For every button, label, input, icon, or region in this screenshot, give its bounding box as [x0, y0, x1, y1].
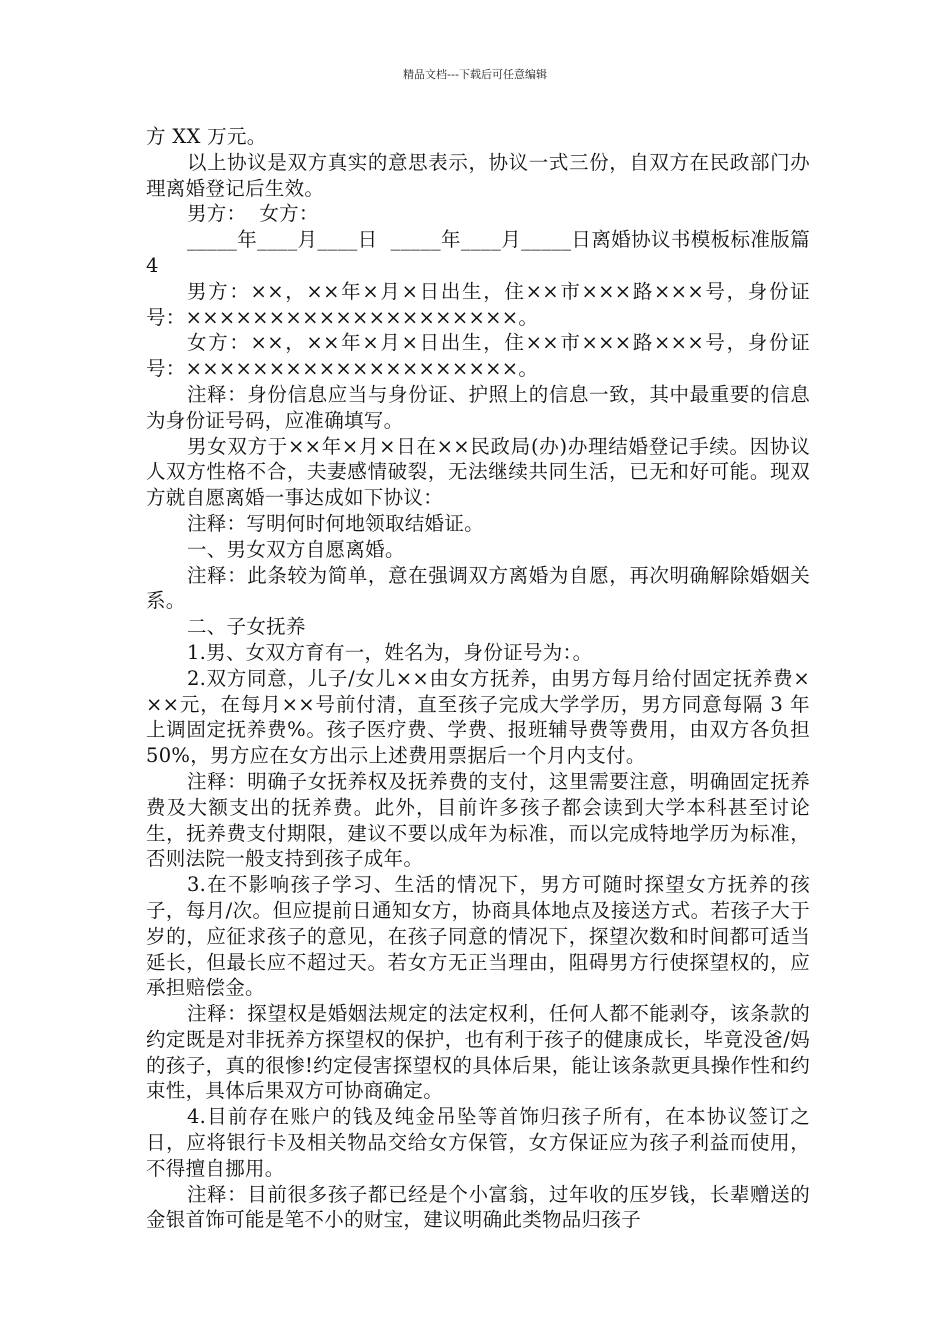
paragraph: 注释：探望权是婚姻法规定的法定权利，任何人都不能剥夺，该条款的约定既是对非抚养方探望权的保护，也有利于孩子的健康成长，毕竟没爸/妈的孩子，真的很惨!约定侵害探望权的具体后果，能让该条款更具操作性和约束性，具体后果双方可协商确定。: [146, 1002, 810, 1103]
paragraph: 女方：××，××年×月×日出生，住××市×××路×××号，身份证号：××××××××××××××××××××。: [146, 331, 810, 381]
paragraph: 方 XX 万元。: [146, 125, 267, 148]
paragraph: 一、男女双方自愿离婚。: [186, 537, 405, 561]
paragraph: 1.男、女双方育有一，姓名为，身份证号为：。: [186, 640, 593, 664]
document-body: [146, 124, 817, 1233]
paragraph: 注释：明确子女抚养权及抚养费的支付，这里需要注意，明确固定抚养费及大额支出的抚养费。此外，目前许多孩子都会读到大学本科甚至讨论生，抚养费支付期限，建议不要以成年为标准，而以完成特地学历为标准，否则法院一般支持到孩子成年。: [146, 769, 810, 871]
paragraph: 3.在不影响孩子学习、生活的情况下，男方可随时探望女方抚养的孩子，每月/次。但应提前日通知女方，协商具体地点及接送方式。若孩子大于岁的，应征求孩子的意见，在孩子同意的情况下，探望次数和时间都可适当延长，但最长应不超过天。若女方无正当理由，阻碍男方行使探望权的，应承担赔偿金。: [146, 873, 810, 1000]
paragraph: 4.目前存在账户的钱及纯金吊坠等首饰归孩子所有，在本协议签订之日，应将银行卡及相关物品交给女方保管，女方保证应为孩子利益而使用，不得擅自挪用。: [146, 1105, 810, 1180]
paragraph: 男方：××，××年×月×日出生，住××市×××路×××号，身份证号：××××××××××××××××××××。: [146, 279, 810, 329]
paragraph: _____年____月____日 _____年____月_____日离婚协议书模板标准版篇 4: [146, 228, 817, 277]
paragraph: 注释：身份信息应当与身份证、护照上的信息一致，其中最重要的信息为身份证号码，应准确填写。: [146, 382, 810, 432]
page-header: 精品文档---下载后可任意编辑: [403, 68, 547, 81]
paragraph: 男方： 女方：: [186, 202, 319, 226]
paragraph: 以上协议是双方真实的意思表示，协议一式三份，自双方在民政部门办理离婚登记后生效。: [146, 150, 810, 200]
paragraph: 注释：此条较为简单，意在强调双方离婚为自愿，再次明确解除婚姻关系。: [146, 563, 810, 613]
paragraph: 注释：写明何时何地领取结婚证。: [186, 511, 484, 535]
paragraph: 男女双方于××年×月×日在××民政局(办)办理结婚登记手续。因协议人双方性格不合，夫妻感情破裂，无法继续共同生活，已无和好可能。现双方就自愿离婚一事达成如下协议：: [146, 434, 810, 510]
paragraph: 二、子女抚养: [186, 615, 306, 639]
paragraph: 2.双方同意，儿子/女儿××由女方抚养，由男方每月给付固定抚养费×××元，在每月××号前付清，直至孩子完成大学学历，男方同意每隔 3 年上调固定抚养费%。孩子医疗费、学费、报班辅导费等费用，由双方各负担 50%，男方应在女方出示上述费用票据后一个月内支付。: [146, 666, 817, 768]
paragraph: 注释：目前很多孩子都已经是个小富翁，过年收的压岁钱，长辈赠送的金银首饰可能是笔不小的财宝，建议明确此类物品归孩子: [146, 1182, 810, 1232]
